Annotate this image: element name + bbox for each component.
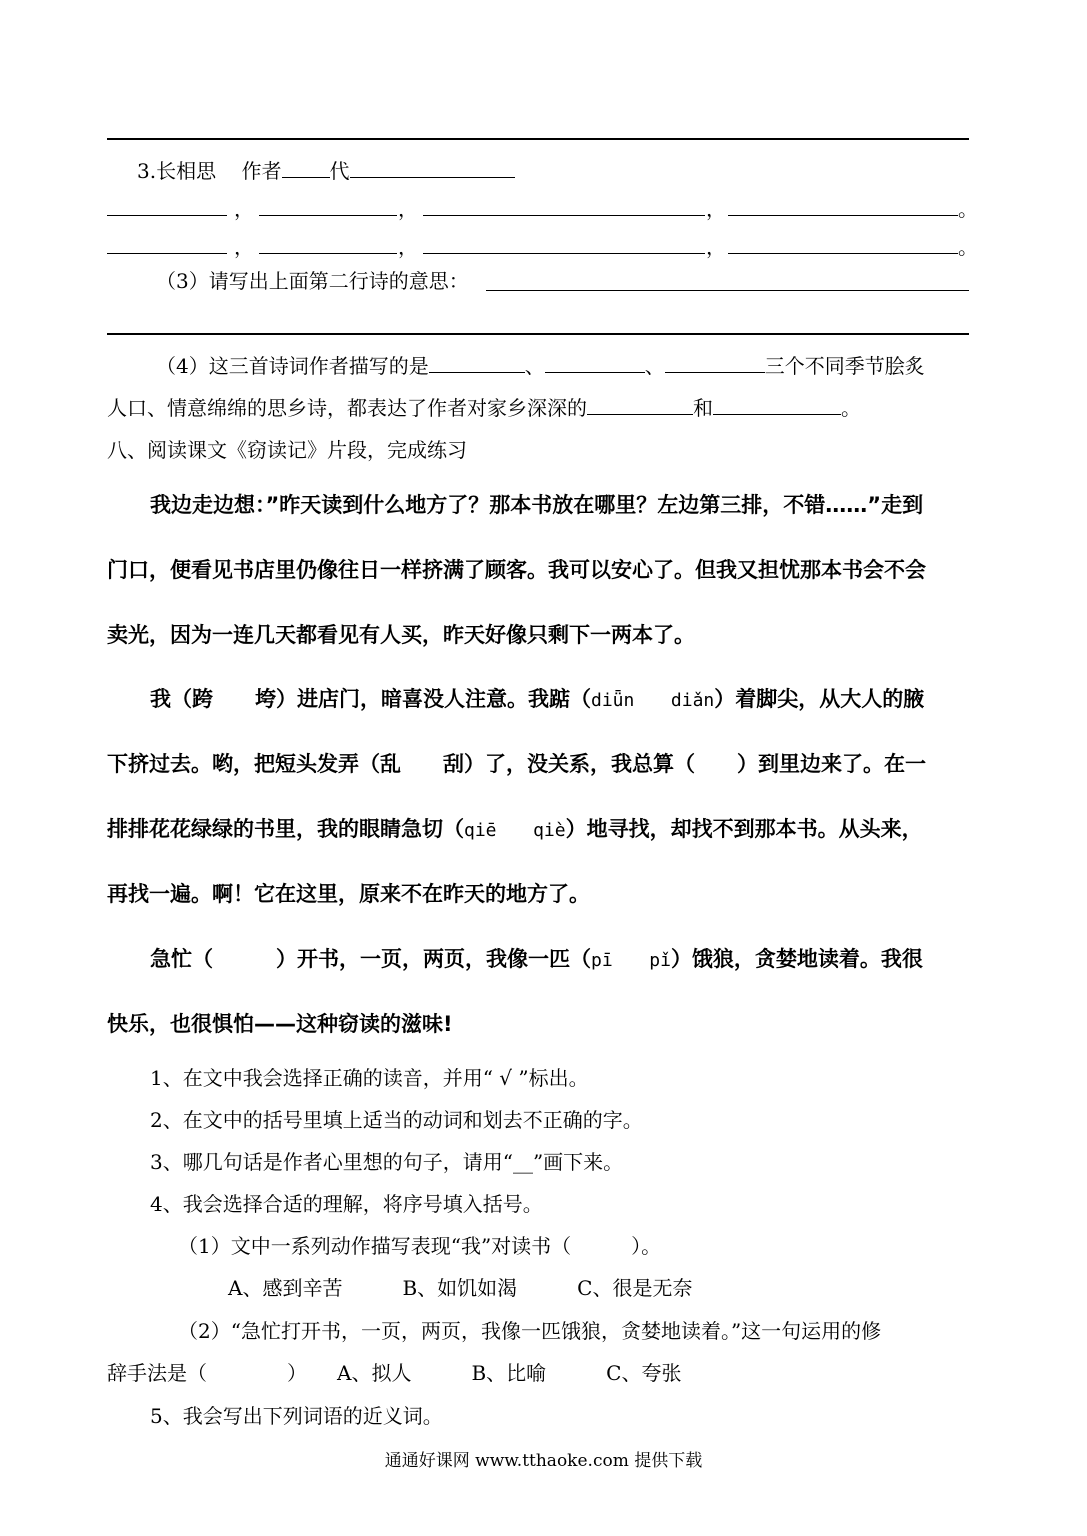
section3-header xyxy=(137,158,515,184)
comma: ， xyxy=(234,197,254,221)
passage-p3-l2: 快乐，也很惧怕——这种窃读的滋味! xyxy=(107,1012,453,1036)
question-3: 3、哪几句话是作者心里想的句子，请用“__”画下来。 xyxy=(150,1150,624,1174)
poem-blank-2-3[interactable] xyxy=(423,253,705,254)
pinyin-option[interactable]: pǐ xyxy=(649,950,671,971)
pinyin-option[interactable]: qiē xyxy=(464,820,497,841)
question-1: 1、在文中我会选择正确的读音，并用“ √ ”标出。 xyxy=(150,1066,589,1090)
top-answer-line xyxy=(107,138,969,140)
author-label: 作者 xyxy=(241,159,282,183)
period: 。 xyxy=(958,197,978,221)
dynasty-blank[interactable] xyxy=(350,159,515,178)
passage-p1-l1: 我边走边想：”昨天读到什么地方了？那本书放在哪里？左边第三排，不错……”走到 xyxy=(150,493,924,517)
question-4-2-line-1: （2）“急忙打开书，一页，两页，我像一匹饿狼，贪婪地读着。”这一句运用的修 xyxy=(178,1319,882,1343)
q4-line-2: 人口、情意绵绵的思乡诗，都表达了作者对家乡深深的 和 。 xyxy=(107,396,861,420)
period: 。 xyxy=(958,235,978,259)
season-blank-1[interactable] xyxy=(429,354,525,373)
comma: ， xyxy=(234,235,254,259)
poem-blank-2-1[interactable] xyxy=(107,253,227,254)
pinyin-option[interactable]: pī xyxy=(591,950,613,971)
footer-source: 通通好课网 www.tthaoke.com 提供下载 xyxy=(384,1451,703,1471)
dynasty-label: 代 xyxy=(329,159,350,183)
question-5: 5、我会写出下列词语的近义词。 xyxy=(150,1404,443,1428)
passage-p2-l2: 下挤过去。哟，把短头发弄（乱 刮）了，没关系，我总算（ ）到里边来了。在一 xyxy=(107,752,926,776)
q3-meaning-blank[interactable] xyxy=(486,290,969,291)
passage-p2-l4: 再找一遍。啊！它在这里，原来不在昨天的地方了。 xyxy=(107,882,590,906)
comma: ， xyxy=(398,197,418,221)
feeling-blank-1[interactable] xyxy=(587,396,693,415)
poem-title: 3.长相思 xyxy=(137,159,217,183)
poem-blank-2-4[interactable] xyxy=(728,253,958,254)
poem-blank-2-2[interactable] xyxy=(259,253,397,254)
feeling-blank-2[interactable] xyxy=(713,396,841,415)
passage-p1-l2: 门口，便看见书店里仍像往日一样挤满了顾客。我可以安心了。但我又担忧那本书会不会 xyxy=(107,558,926,582)
passage-p1-l3: 卖光，因为一连几天都看见有人买，昨天好像只剩下一两本了。 xyxy=(107,623,695,647)
author-blank[interactable] xyxy=(282,159,330,178)
passage-p3-l1: 急忙（ ）开书，一页，两页，我像一匹（pī pǐ）饿狼，贪婪地读着。我很 xyxy=(150,947,923,971)
season-blank-2[interactable] xyxy=(545,354,645,373)
question-4-2-line-2: 辞手法是（ ） A、拟人 B、比喻 C、夸张 xyxy=(107,1361,682,1385)
q4-line-1: （4）这三首诗词作者描写的是 、 、 三个不同季节脍炙 xyxy=(156,354,925,378)
comma: ， xyxy=(398,235,418,259)
question-4: 4、我会选择合适的理解，将序号填入括号。 xyxy=(150,1192,543,1216)
poem-blank-1-2[interactable] xyxy=(259,215,397,216)
poem-blank-1-4[interactable] xyxy=(728,215,958,216)
question-4-1: （1）文中一系列动作描写表现“我”对读书（ ）。 xyxy=(178,1234,662,1258)
passage-p2-l1: 我（跨 垮）进店门，暗喜没人注意。我踮（diǖn diǎn）着脚尖，从大人的腋 xyxy=(150,687,925,711)
poem-blank-1-1[interactable] xyxy=(107,215,227,216)
comma: ， xyxy=(706,235,726,259)
q3-meaning-label: （3）请写出上面第二行诗的意思： xyxy=(156,269,469,293)
q3-meaning-line-2[interactable] xyxy=(107,333,969,335)
season-blank-3[interactable] xyxy=(665,354,765,373)
question-4-1-options: A、感到辛苦 B、如饥如渴 C、很是无奈 xyxy=(228,1276,693,1300)
poem-blank-1-3[interactable] xyxy=(423,215,705,216)
pinyin-option[interactable]: qiè xyxy=(533,820,566,841)
pinyin-option[interactable]: diǖn xyxy=(591,690,635,711)
question-2: 2、在文中的括号里填上适当的动词和划去不正确的字。 xyxy=(150,1108,643,1132)
passage-p2-l3: 排排花花绿绿的书里，我的眼睛急切（qiē qiè）地寻找，却找不到那本书。从头来， xyxy=(107,817,923,841)
section8-title: 八、阅读课文《窃读记》片段，完成练习 xyxy=(107,438,467,462)
pinyin-option[interactable]: diǎn xyxy=(670,690,715,711)
comma: ， xyxy=(706,197,726,221)
